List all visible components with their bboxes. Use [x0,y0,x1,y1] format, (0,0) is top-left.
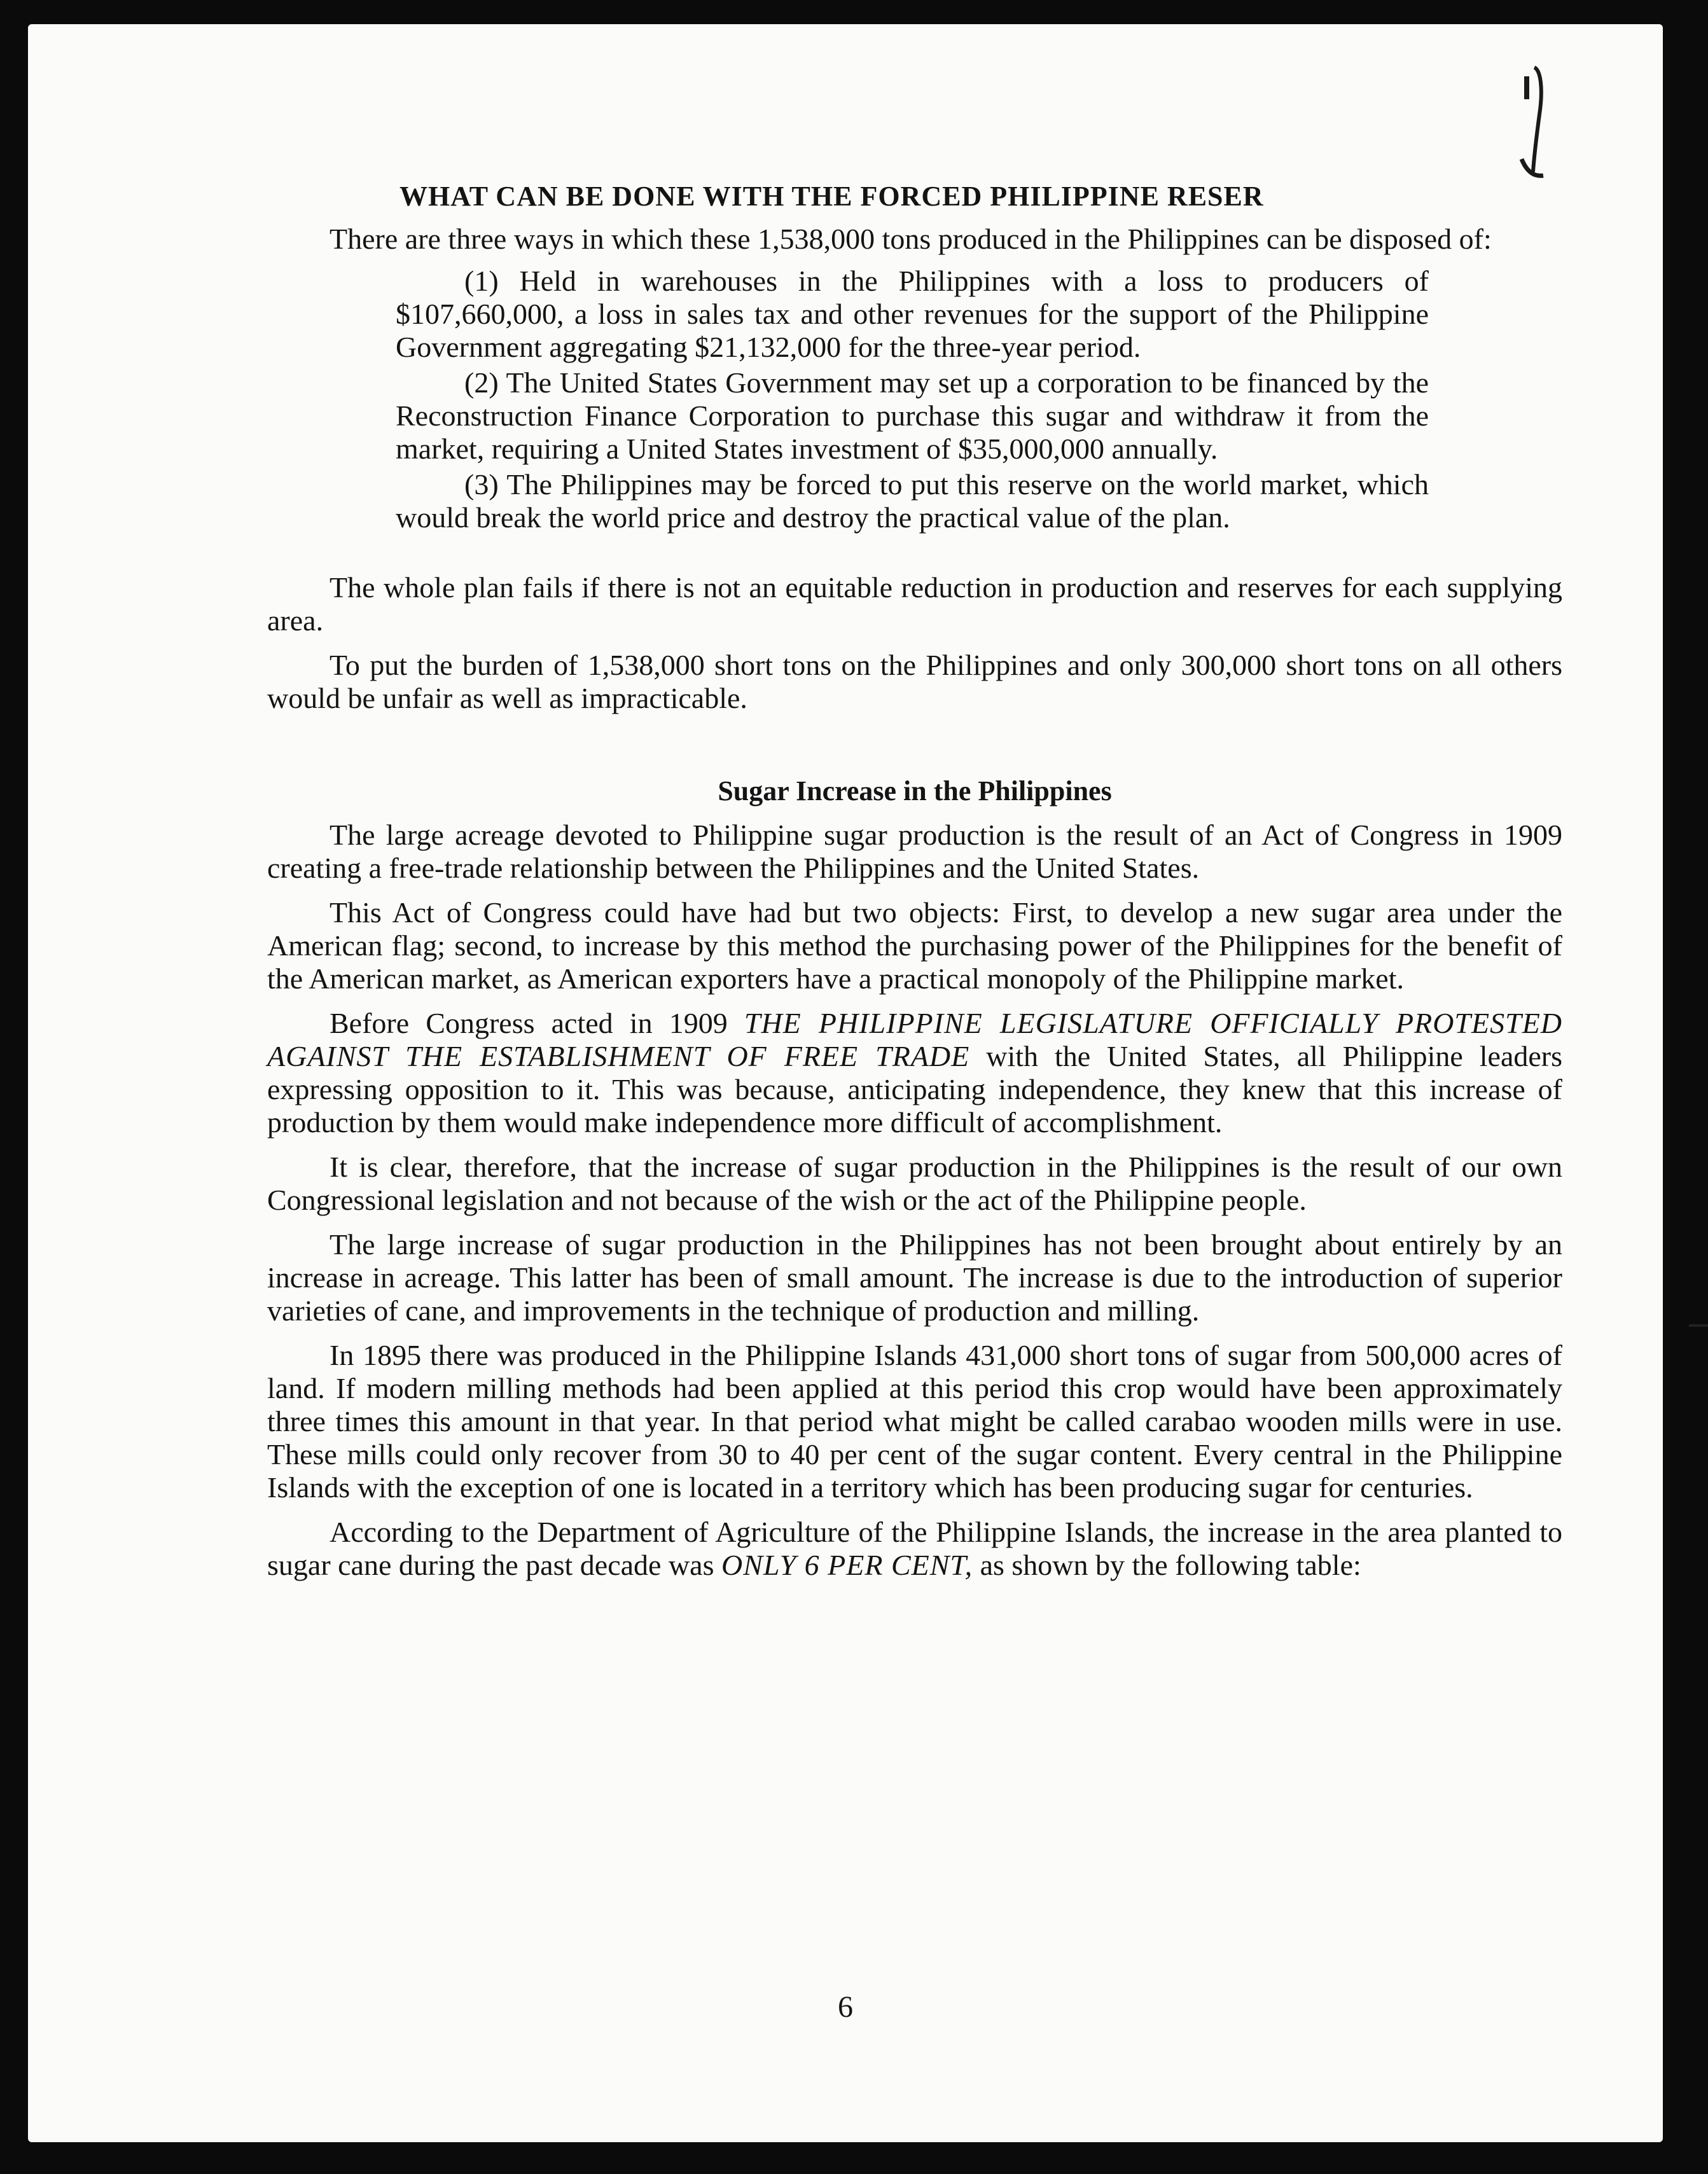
section-heading: Sugar Increase in the Philippines [718,775,1112,807]
edge-mark [1689,1324,1708,1327]
department-lead: According to the Department of Agriculture of the Philippine Islands, the increase in the area planted to sugar cane during the past decade was [267,1516,1562,1581]
intro-paragraph: There are three ways in which these 1,538,000 tons produced in the Philippines can be disposed of: [330,223,1492,255]
option-item: (2) The United States Government may set up a corporation to be financed by the Reconstruction Finance Corporation to purchase this sugar and withdraw it from the market, requiring a United States investment of $35,000,000 annually. [396,366,1429,465]
protest-emphasis: THE PHILIPPINE LEGISLATURE OFFICIALLY PROTESTED AGAINST THE ESTABLISHMENT OF FREE TRADE [267,1007,1563,1072]
clear-paragraph: It is clear, therefore, that the increase of sugar production in the Philippines is the result of our own Congressional legislation and not because of the wish or the act of the Philippine people. [267,1151,1562,1216]
protest-paragraph [267,1007,1562,1139]
burden-paragraph: To put the burden of 1,538,000 short tons on the Philippines and only 300,000 short tons on all others would be unfair as well as impracticable. [267,649,1562,714]
objects-paragraph: This Act of Congress could have had but two objects: First, to develop a new sugar area under the American flag; second, to increase by this method the purchasing power of the Philippines for the benefit of the American market, as American exporters have a practical monopoly of the Philippine market. [267,896,1562,995]
department-emphasis: ONLY 6 PER CENT, [721,1549,973,1581]
protest-rest: with the United States, all Philippine leaders expressing opposition to it. This was because, anticipating independence, they knew that this increase of production by them would make independence more difficult of accomplishment. [267,1040,1563,1139]
increase-paragraph: The large increase of sugar production in the Philippines has not been brought about entirely by an increase in acreage. This latter has been of small amount. The increase is due to the introduction of superior varieties of cane, and improvements in the technique of production and milling. [267,1228,1562,1327]
option-item: (3) The Philippines may be forced to put this reserve on the world market, which would break the world price and destroy the practical value of the plan. [396,468,1429,534]
year-1895-paragraph: In 1895 there was produced in the Philippine Islands 431,000 short tons of sugar from 500,000 acres of land. If modern milling methods had been applied at this period this crop would have been approximately three times this amount in that year. In that period what might be called carabao wooden mills were in use. These mills could only recover from 30 to 40 per cent of the sugar content. Every central in the Philippine Islands with the exception of one is located in a territory which has been producing sugar for centuries. [267,1339,1562,1504]
plan-fails-paragraph: The whole plan fails if there is not an equitable reduction in production and reserves for each supplying area. [267,571,1562,637]
document-page [28,24,1663,2142]
page-heading: WHAT CAN BE DONE WITH THE FORCED PHILIPPINE RESER [399,181,1264,212]
department-rest: as shown by the following table: [980,1549,1361,1581]
department-paragraph [267,1516,1562,1582]
acreage-paragraph: The large acreage devoted to Philippine sugar production is the result of an Act of Congress in 1909 creating a free-trade relationship between the Philippines and the United States. [267,819,1562,884]
option-item: (1) Held in warehouses in the Philippines with a loss to producers of $107,660,000, a loss in sales tax and other revenues for the support of the Philippine Government aggregating $21,132,000 for the three-year period. [396,265,1429,363]
document-body [267,180,1562,1582]
protest-lead: Before Congress acted in 1909 [330,1007,728,1039]
handwritten-mark-icon [1515,64,1548,191]
page-number: 6 [838,1990,853,2024]
